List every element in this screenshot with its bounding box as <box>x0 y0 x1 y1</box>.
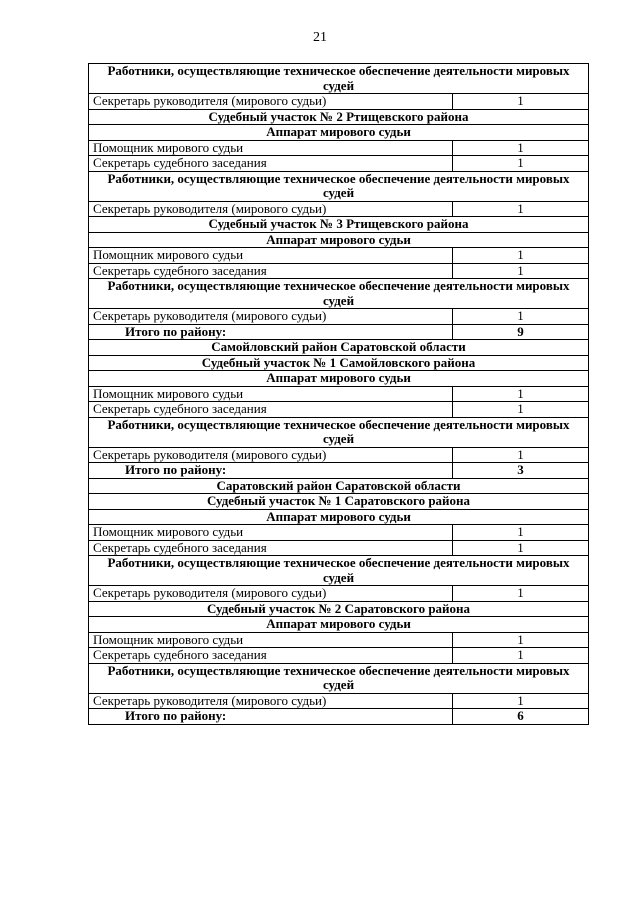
section-heading: Судебный участок № 2 Саратовского района <box>89 601 589 617</box>
position-row <box>89 447 589 463</box>
section-heading-row <box>89 355 589 371</box>
position-row <box>89 140 589 156</box>
section-heading-row <box>89 279 589 309</box>
position-count: 1 <box>453 201 589 217</box>
position-row <box>89 648 589 664</box>
page-number: 21 <box>313 30 327 45</box>
section-heading-row <box>89 478 589 494</box>
position-row <box>89 402 589 418</box>
total-label: Итого по району: <box>89 709 453 725</box>
section-heading: Судебный участок № 1 Саратовского района <box>89 494 589 510</box>
position-row <box>89 386 589 402</box>
section-heading-row <box>89 232 589 248</box>
section-heading-row <box>89 371 589 387</box>
section-heading-row <box>89 663 589 693</box>
position-name: Помощник мирового судьи <box>89 140 453 156</box>
position-count: 1 <box>453 540 589 556</box>
position-row <box>89 693 589 709</box>
position-row <box>89 201 589 217</box>
section-heading-row <box>89 617 589 633</box>
position-row <box>89 586 589 602</box>
position-count: 1 <box>453 586 589 602</box>
section-heading: Саратовский район Саратовской области <box>89 478 589 494</box>
position-name: Секретарь судебного заседания <box>89 540 453 556</box>
section-heading-row <box>89 64 589 94</box>
position-name: Секретарь судебного заседания <box>89 263 453 279</box>
position-count: 1 <box>453 94 589 110</box>
section-heading: Работники, осуществляющие техническое обеспечение деятельности мировых судей <box>89 556 589 586</box>
section-heading-row <box>89 494 589 510</box>
position-row <box>89 156 589 172</box>
section-heading: Работники, осуществляющие техническое обеспечение деятельности мировых судей <box>89 417 589 447</box>
position-name: Помощник мирового судьи <box>89 386 453 402</box>
position-row <box>89 632 589 648</box>
section-heading: Работники, осуществляющие техническое обеспечение деятельности мировых судей <box>89 663 589 693</box>
section-heading: Судебный участок № 2 Ртищевского района <box>89 109 589 125</box>
section-heading: Аппарат мирового судьи <box>89 232 589 248</box>
position-name: Секретарь судебного заседания <box>89 156 453 172</box>
position-name: Помощник мирового судьи <box>89 632 453 648</box>
position-count: 1 <box>453 693 589 709</box>
section-heading-row <box>89 340 589 356</box>
position-count: 1 <box>453 632 589 648</box>
position-name: Секретарь судебного заседания <box>89 402 453 418</box>
position-name: Помощник мирового судьи <box>89 248 453 264</box>
section-heading: Судебный участок № 1 Самойловского района <box>89 355 589 371</box>
total-count: 6 <box>453 709 589 725</box>
staffing-table-body <box>89 64 589 725</box>
position-count: 1 <box>453 648 589 664</box>
position-name: Секретарь руководителя (мирового судьи) <box>89 201 453 217</box>
total-count: 9 <box>453 324 589 340</box>
position-name: Секретарь руководителя (мирового судьи) <box>89 586 453 602</box>
district-total-row <box>89 324 589 340</box>
section-heading-row <box>89 417 589 447</box>
section-heading-row <box>89 556 589 586</box>
section-heading: Самойловский район Саратовской области <box>89 340 589 356</box>
section-heading: Аппарат мирового судьи <box>89 509 589 525</box>
position-name: Секретарь руководителя (мирового судьи) <box>89 447 453 463</box>
position-row <box>89 309 589 325</box>
position-row <box>89 248 589 264</box>
position-row <box>89 525 589 541</box>
section-heading-row <box>89 171 589 201</box>
position-count: 1 <box>453 525 589 541</box>
position-count: 1 <box>453 140 589 156</box>
section-heading: Судебный участок № 3 Ртищевского района <box>89 217 589 233</box>
total-label: Итого по району: <box>89 463 453 479</box>
position-name: Секретарь судебного заседания <box>89 648 453 664</box>
district-total-row <box>89 463 589 479</box>
total-count: 3 <box>453 463 589 479</box>
section-heading-row <box>89 109 589 125</box>
section-heading: Работники, осуществляющие техническое обеспечение деятельности мировых судей <box>89 171 589 201</box>
district-total-row <box>89 709 589 725</box>
section-heading: Работники, осуществляющие техническое обеспечение деятельности мировых судей <box>89 64 589 94</box>
position-count: 1 <box>453 447 589 463</box>
position-row <box>89 94 589 110</box>
position-count: 1 <box>453 386 589 402</box>
position-name: Секретарь руководителя (мирового судьи) <box>89 693 453 709</box>
section-heading: Аппарат мирового судьи <box>89 371 589 387</box>
position-count: 1 <box>453 402 589 418</box>
section-heading-row <box>89 509 589 525</box>
position-name: Помощник мирового судьи <box>89 525 453 541</box>
position-name: Секретарь руководителя (мирового судьи) <box>89 94 453 110</box>
position-count: 1 <box>453 248 589 264</box>
position-count: 1 <box>453 309 589 325</box>
section-heading-row <box>89 125 589 141</box>
section-heading: Работники, осуществляющие техническое обеспечение деятельности мировых судей <box>89 279 589 309</box>
position-count: 1 <box>453 156 589 172</box>
position-count: 1 <box>453 263 589 279</box>
staffing-table <box>88 63 589 725</box>
section-heading-row <box>89 217 589 233</box>
position-row <box>89 263 589 279</box>
section-heading: Аппарат мирового судьи <box>89 617 589 633</box>
section-heading-row <box>89 601 589 617</box>
position-row <box>89 540 589 556</box>
section-heading: Аппарат мирового судьи <box>89 125 589 141</box>
position-name: Секретарь руководителя (мирового судьи) <box>89 309 453 325</box>
total-label: Итого по району: <box>89 324 453 340</box>
